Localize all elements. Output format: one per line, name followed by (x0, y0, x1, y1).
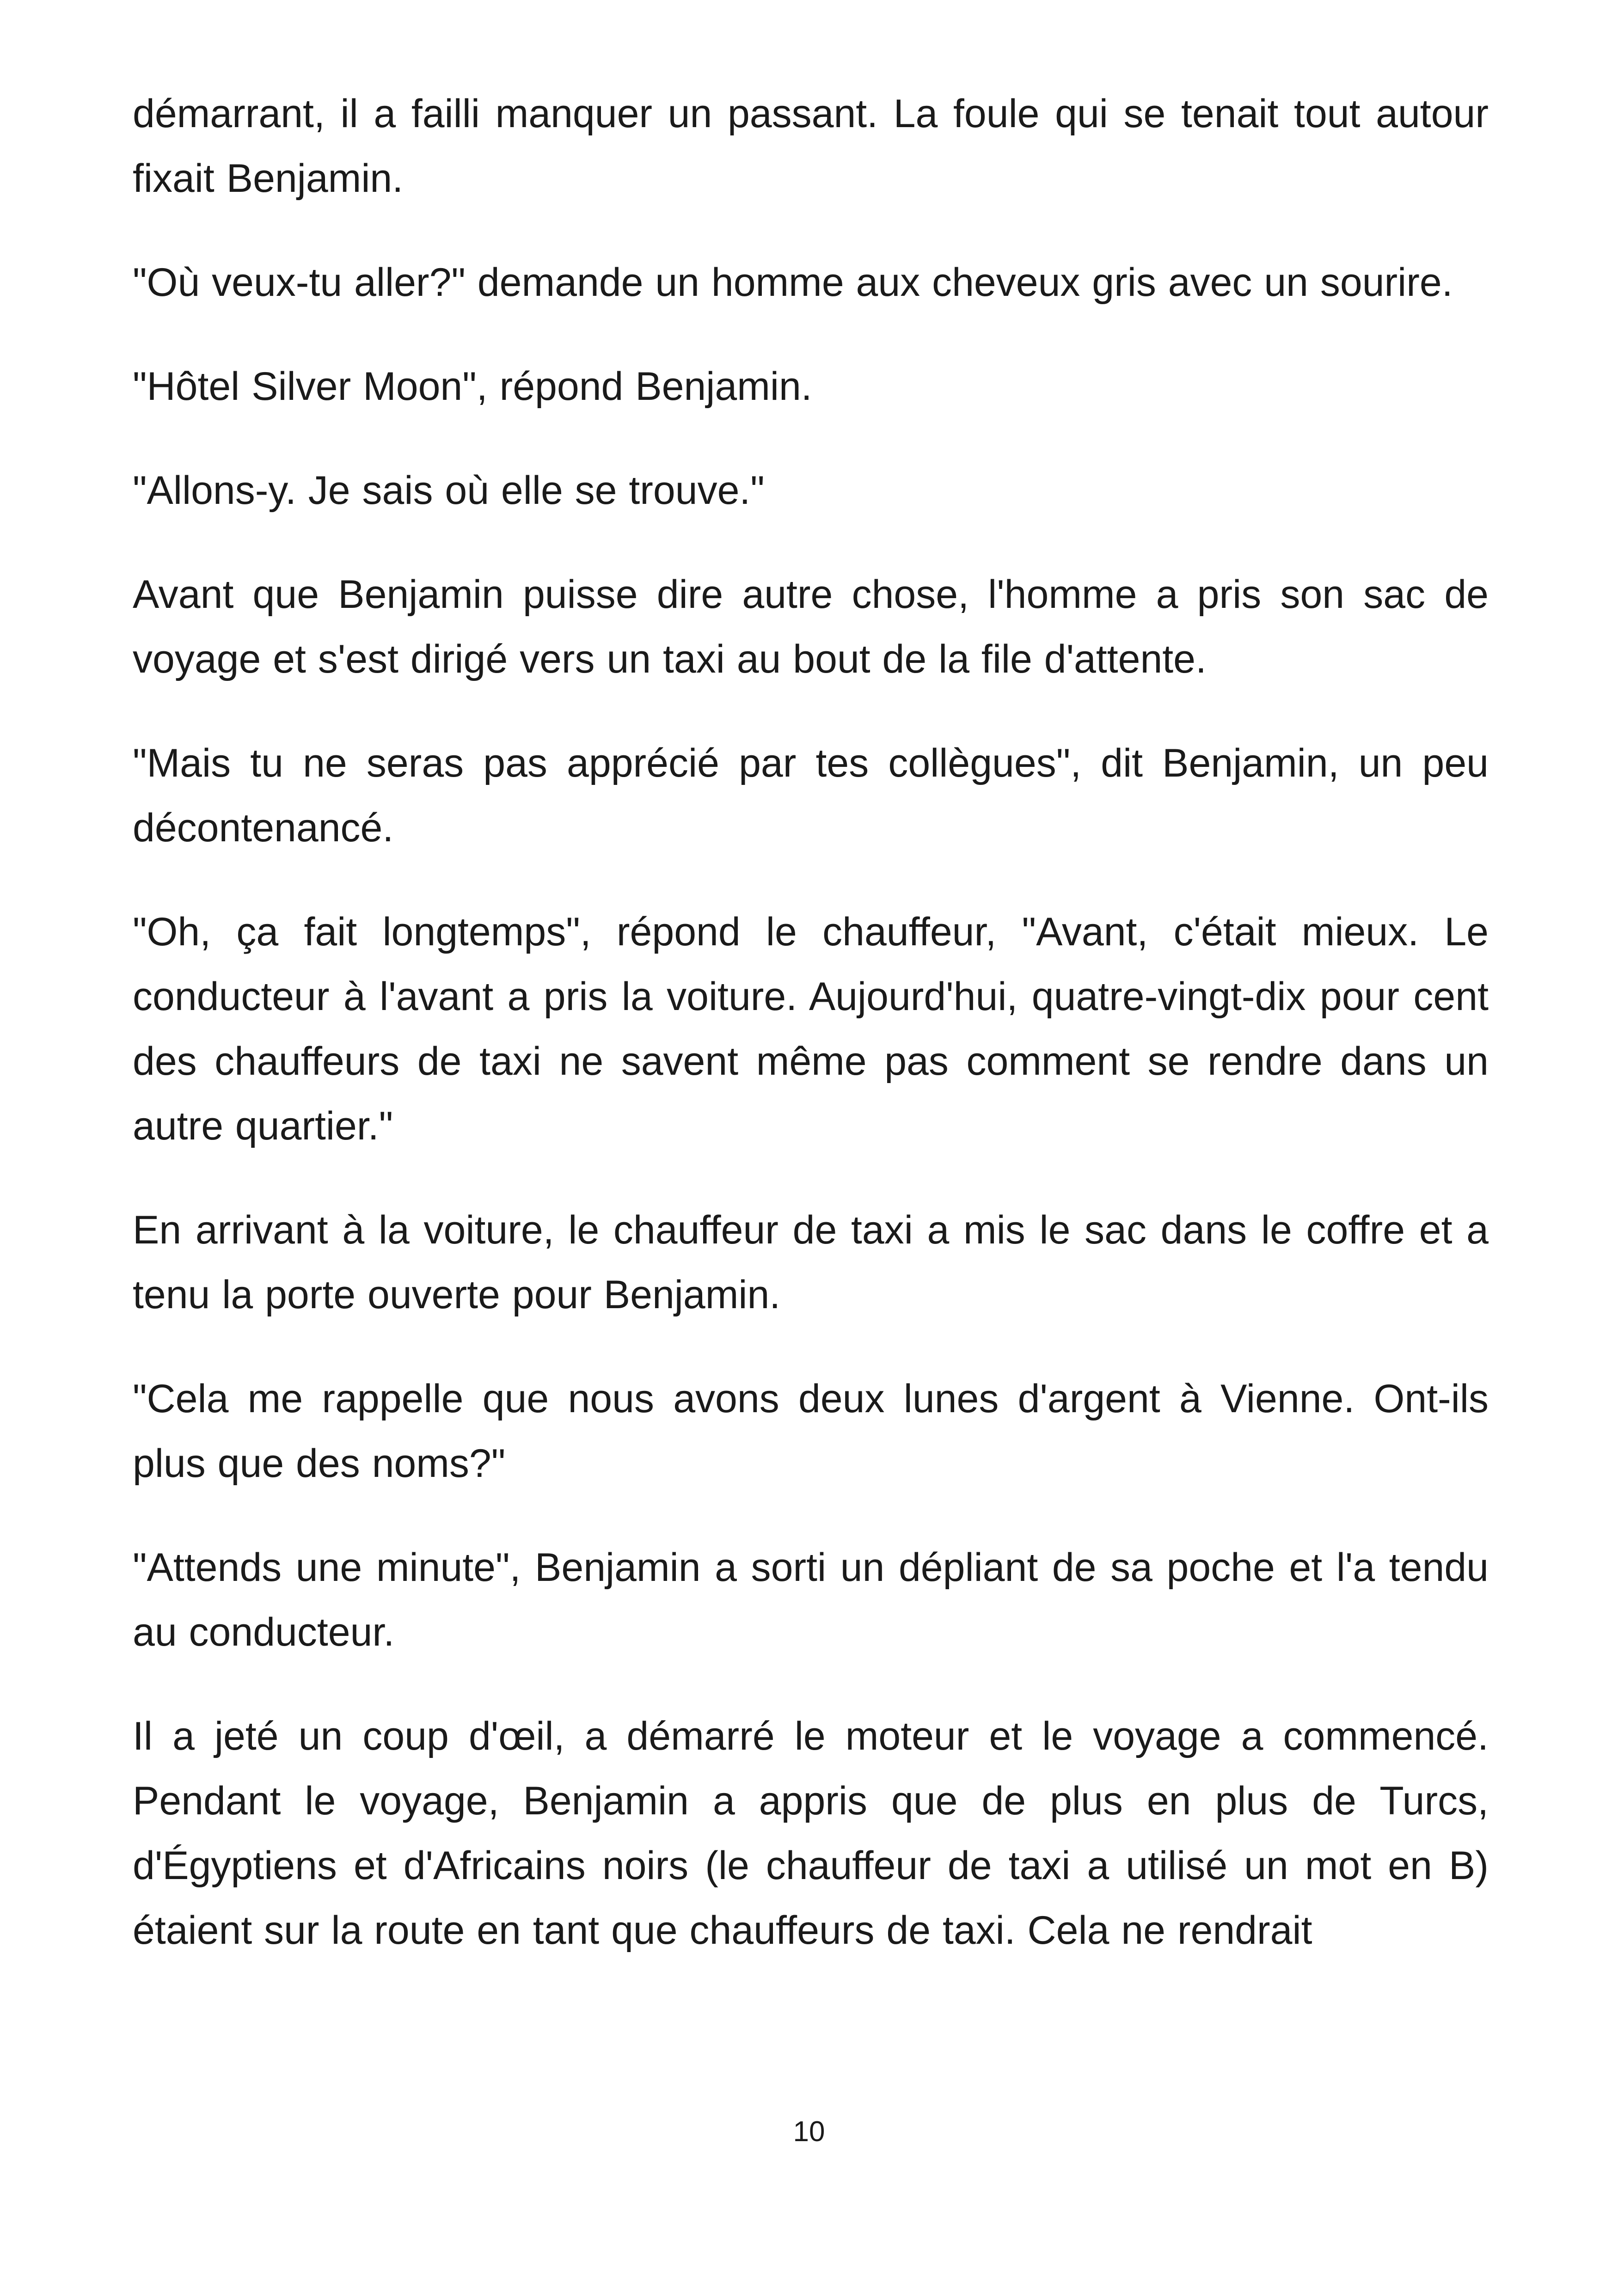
page-number: 10 (793, 2116, 825, 2148)
paragraph: "Où veux-tu aller?" demande un homme aux cheveux gris avec un sourire. (133, 260, 1453, 305)
paragraph: "Allons-y. Je sais où elle se trouve." (133, 468, 765, 513)
paragraph: démarrant, il a failli manquer un passant. La foule qui se tenait tout autour fixait Benjamin. (133, 92, 1489, 201)
paragraph: "Mais tu ne seras pas apprécié par tes collègues", dit Benjamin, un peu décontenancé. (133, 741, 1489, 850)
paragraph: "Hôtel Silver Moon", répond Benjamin. (133, 364, 812, 409)
paragraph: Avant que Benjamin puisse dire autre chose, l'homme a pris son sac de voyage et s'est dirigé vers un taxi au bout de la file d'attente. (133, 572, 1489, 681)
paragraph: En arrivant à la voiture, le chauffeur de taxi a mis le sac dans le coffre et a tenu la porte ouverte pour Benjamin. (133, 1208, 1489, 1317)
paragraph: "Cela me rappelle que nous avons deux lunes d'argent à Vienne. Ont-ils plus que des noms?" (133, 1377, 1489, 1486)
paragraph: "Oh, ça fait longtemps", répond le chauffeur, "Avant, c'était mieux. Le conducteur à l'avant a pris la voiture. Aujourd'hui, quatre-vingt-dix pour cent des chauffeurs de taxi ne savent même pas comment se rendre dans un autre quartier." (133, 910, 1489, 1148)
paragraph: "Attends une minute", Benjamin a sorti un dépliant de sa poche et l'a tendu au conducteur. (133, 1545, 1489, 1654)
paragraph: Il a jeté un coup d'œil, a démarré le moteur et le voyage a commencé. Pendant le voyage, Benjamin a appris que de plus en plus de Turcs, d'Égyptiens et d'Africains noirs (le chauffeur de taxi a utilisé un mot en B) étaient sur la route en tant que chauffeurs de taxi. Cela ne rendrait (133, 1714, 1489, 1953)
page-body-text (133, 81, 1489, 1963)
